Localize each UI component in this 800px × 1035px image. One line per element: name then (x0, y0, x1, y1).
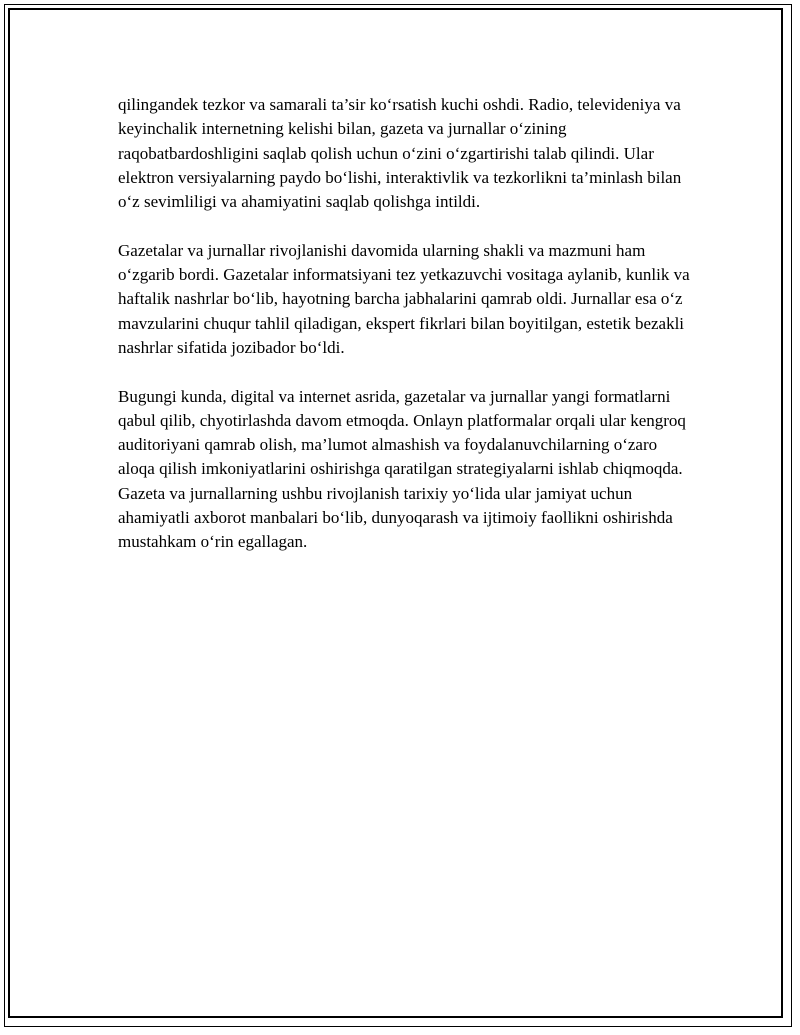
document-body (118, 93, 693, 579)
paragraph-3: Bugungi kunda, digital va internet asrida, gazetalar va jurnallar yangi formatlarni qabul qilib, chyotirlashda davom etmoqda. Onlayn platformalar orqali ular kengroq auditoriyani qamrab olish, ma’lumot almashish va foydalanuvchilarning o‘zaro aloqa qilish imkoniyatlarini oshirishga qaratilgan strategiyalarni ishlab chiqmoqda. Gazeta va jurnallarning ushbu rivojlanish tarixiy yo‘lida ular jamiyat uchun ahamiyatli axborot manbalari bo‘lib, dunyoqarash va ijtimoiy faollikni oshirishda mustahkam o‘rin egallagan. (118, 386, 686, 552)
paragraph-2: Gazetalar va jurnallar rivojlanishi davomida ularning shakli va mazmuni ham o‘zgarib bordi. Gazetalar informatsiyani tez yetkazuvchi vositaga aylanib, kunlik va haftalik nashrlar bo‘lib, hayotning barcha jabhalarini qamrab oldi. Jurnallar esa o‘z mavzularini chuqur tahlil qiladigan, ekspert fikrlari bilan boyitilgan, estetik bezakli nashrlar sifatida jozibador bo‘ldi. (118, 240, 690, 357)
paragraph-1: qilingandek tezkor va samarali ta’sir ko‘rsatish kuchi oshdi. Radio, televideniya va keyinchalik internetning kelishi bilan, gazeta va jurnallar o‘zining raqobatbardoshligini saqlab qolish uchun o‘zini o‘zgartirishi talab qilindi. Ular elektron versiyalarning paydo bo‘lishi, interaktivlik va tezkorlikni ta’minlash bilan o‘z sevimliligi va ahamiyatini saqlab qolishga intildi. (118, 95, 682, 212)
